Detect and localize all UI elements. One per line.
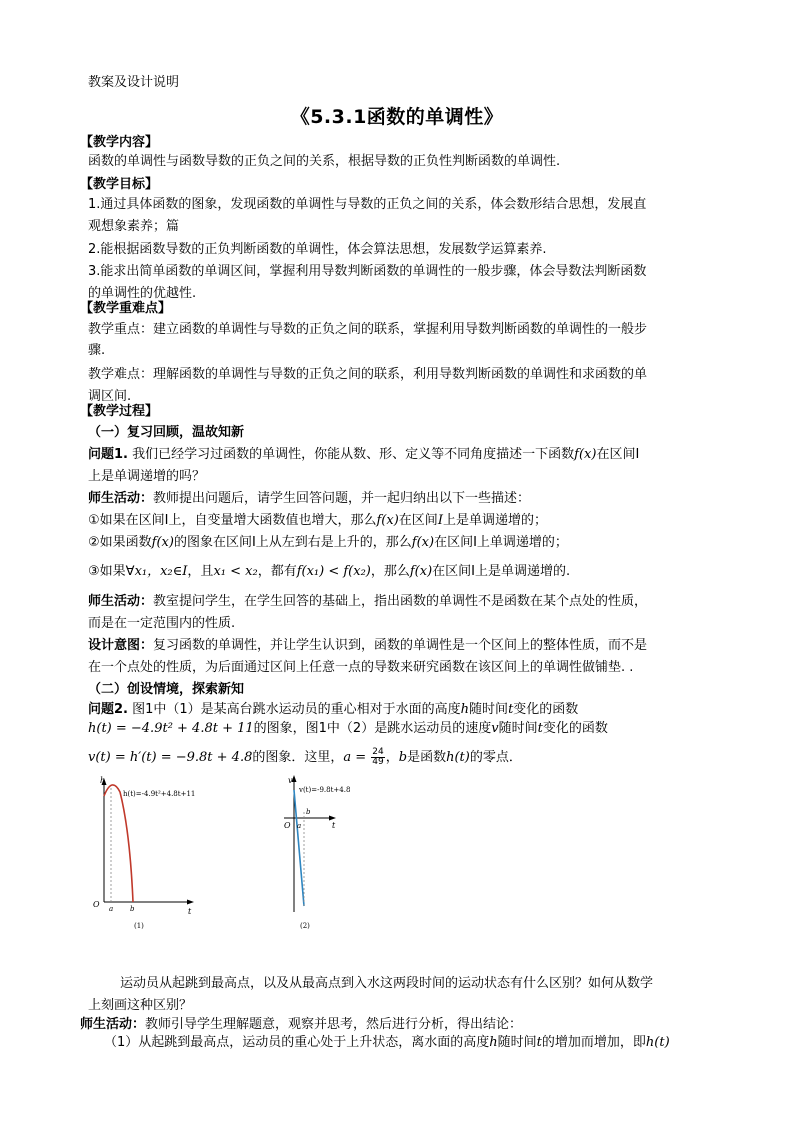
question-2c: v(t) = h′(t) = −9.8t + 4.8的图象．这里，a = $\frac{24}{49}$ ，b是函数h(t)的零点． <box>88 747 522 767</box>
process-heading: 【教学过程】 <box>80 404 159 419</box>
question-1b: 上是单调递增的吗？ <box>88 469 206 484</box>
fig2-a-label: a <box>297 822 302 830</box>
activity-3: 师生活动：教师引导学生理解题意，观察并思考，然后进行分析，得出结论： <box>80 1017 523 1032</box>
fig2-b-label: b <box>306 808 311 816</box>
question-1-label: 问题1. <box>88 447 128 462</box>
goals-heading: 【教学目标】 <box>80 177 159 192</box>
fig1-caption: (1) <box>134 922 144 930</box>
goal-2: 2.能根据函数导数的正负判断函数的单调性，体会算法思想，发展数学运算素养. <box>88 242 547 257</box>
fig1-y-axis-label: h <box>100 776 106 785</box>
content-heading: 【教学内容】 <box>80 135 159 150</box>
figure-2-velocity-graph <box>282 772 392 932</box>
activity-2a: 师生活动：教室提问学生，在学生回答的基础上，指出函数的单调性不是函数在某个点处的性质， <box>88 594 648 609</box>
part1-heading: （一）复习回顾，温故知新 <box>88 425 245 440</box>
fig1-function-label: h(t)=-4.9t²+4.8t+11 <box>123 790 196 798</box>
fig2-caption: (2) <box>300 922 310 930</box>
key-1b: 骤. <box>88 343 106 358</box>
goal-1b: 观想象素养；篇 <box>88 219 180 234</box>
fig2-y-axis-label: v <box>288 776 293 785</box>
fig1-origin-label: O <box>93 900 100 909</box>
content-text: 函数的单调性与函数导数的正负之间的关系，根据导数的正负性判断函数的单调性. <box>88 154 561 169</box>
key-2b: 调区间. <box>88 389 132 404</box>
fraction-24-49: $\frac{24}{49}$ <box>372 747 384 767</box>
goal-3b: 的单调性的优越性. <box>88 286 197 301</box>
description-1: ①如果在区间I上，自变量增大函数值也增大，那么f(x)在区间I上是单调递增的； <box>88 513 547 528</box>
description-3: ③如果∀x₁，x₂∈I，且x₁ < x₂，都有f(x₁) < f(x₂)，那么f(x)在区间I上是单调递增的. <box>88 564 571 579</box>
activity-2b: 而是在一定范围内的性质. <box>88 616 236 631</box>
question-3b: 上刻画这种区别？ <box>88 998 193 1013</box>
fig1-a-label: a <box>109 905 114 913</box>
key-heading: 【教学重难点】 <box>80 301 172 316</box>
part2-heading: （二）创设情境，探索新知 <box>88 682 245 697</box>
description-2: ②如果函数f(x)的图象在区间I上从左到右是上升的，那么f(x)在区间I上单调递增的； <box>88 535 568 550</box>
question-2a: 问题2. 图1中（1）是某高台跳水运动员的重心相对于水面的高度h随时间t变化的函数 <box>88 702 579 717</box>
fig2-function-label: v(t)=-9.8t+4.8 <box>299 786 351 794</box>
fig1-x-axis-label: t <box>188 907 192 916</box>
page-title: 《5.3.1函数的单调性》 <box>290 106 504 128</box>
goal-1a: 1.通过具体函数的图象，发现函数的单调性与导数的正负之间的关系，体会数形结合思想，发展直 <box>88 197 647 212</box>
question-2b: h(t) = −4.9t² + 4.8t + 11的图象，图1中（2）是跳水运动员的速度v随时间t变化的函数 <box>88 721 608 736</box>
figure-1-height-graph <box>90 772 200 932</box>
doc-label: 教案及设计说明 <box>88 75 180 90</box>
key-1a: 教学重点：建立函数的单调性与导数的正负之间的联系，掌握利用导数判断函数的单调性的一般步 <box>88 322 648 337</box>
fig1-b-label: b <box>130 905 135 913</box>
goal-3a: 3.能求出简单函数的单调区间，掌握利用导数判断函数的单调性的一般步骤，体会导数法判断函数 <box>88 264 647 279</box>
question-3a: 运动员从起跳到最高点，以及从最高点到入水这两段时间的运动状态有什么区别？如何从数学 <box>120 976 654 991</box>
activity-1: 师生活动：教师提出问题后，请学生回答问题，并一起归纳出以下一些描述： <box>88 491 531 506</box>
design-intent-a: 设计意图：复习函数的单调性，并让学生认识到，函数的单调性是一个区间上的整体性质，而不是 <box>88 638 648 653</box>
design-intent-b: 在一个点处的性质，为后面通过区间上任意一点的导数来研究函数在该区间上的单调性做铺垫. . <box>88 660 634 675</box>
question-1a: 问题1. 我们已经学习过函数的单调性，你能从数、形、定义等不同角度描述一下函数f(x)在区间I <box>88 447 640 462</box>
fig2-origin-label: O <box>284 821 291 830</box>
key-2a: 教学难点：理解函数的单调性与导数的正负之间的联系，利用导数判断函数的单调性和求函数的单 <box>88 367 648 382</box>
conclusion-1: （1）从起跳到最高点，运动员的重心处于上升状态，离水面的高度h随时间t的增加而增加，即h(t) <box>104 1035 670 1050</box>
fig2-x-axis-label: t <box>332 821 336 830</box>
